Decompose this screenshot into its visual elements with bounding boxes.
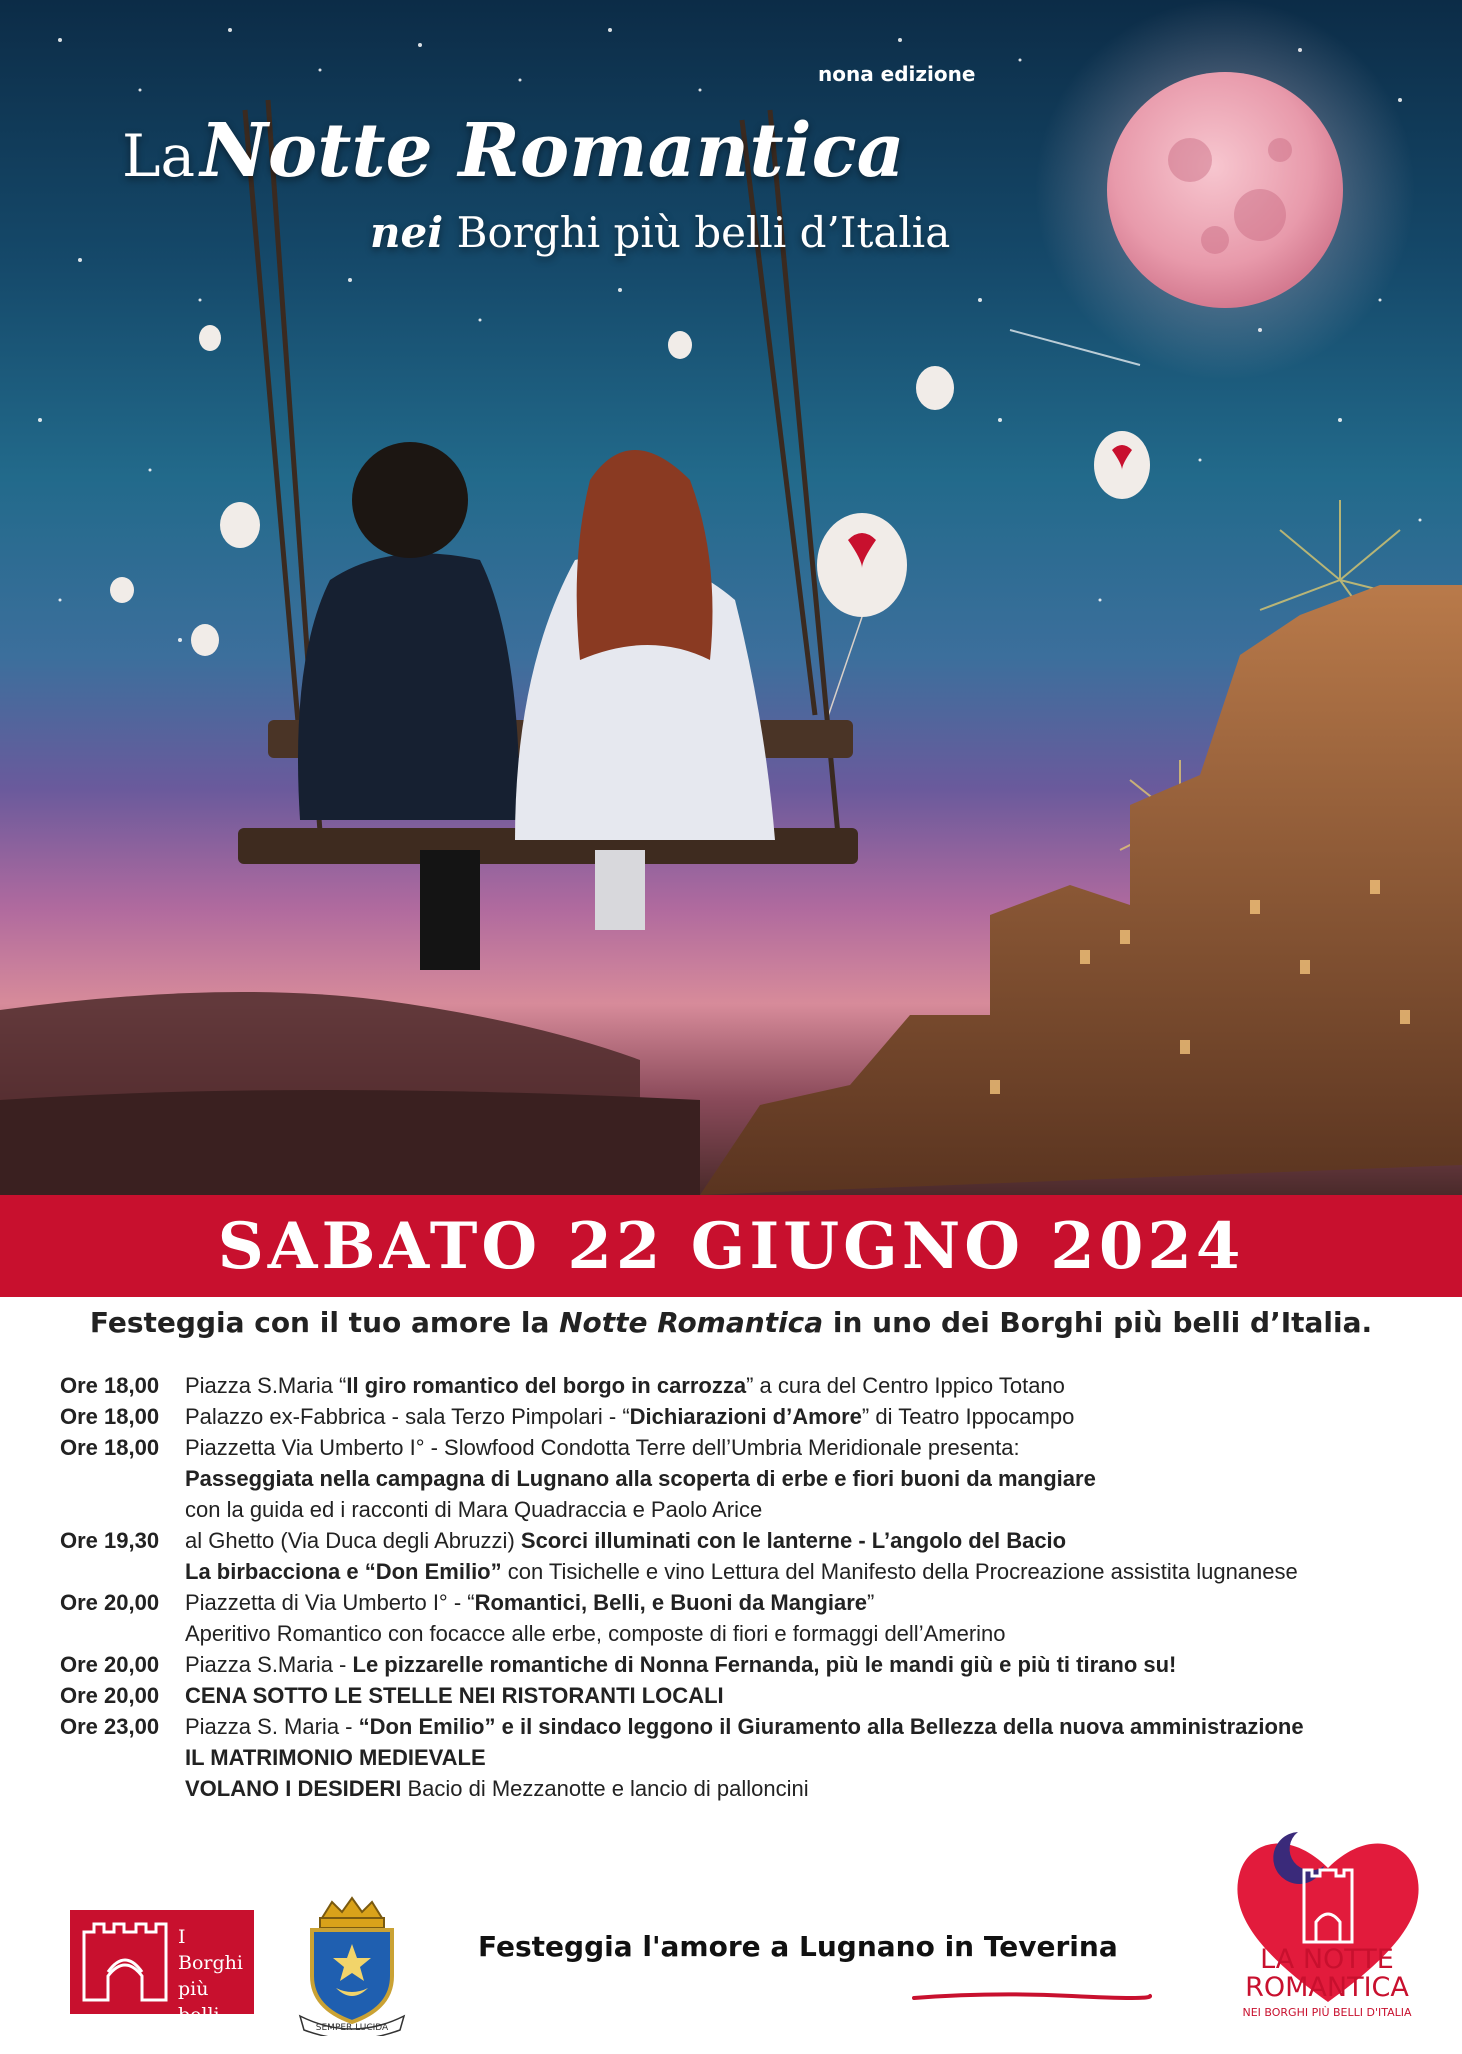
subtitle-prefix: nei (370, 208, 444, 257)
program-text (185, 1556, 1298, 1587)
program-row (60, 1649, 1440, 1680)
program-row (60, 1494, 1440, 1525)
logo-wordmark (1216, 1946, 1438, 2002)
program-text-part: Piazza S.Maria “ (185, 1373, 347, 1398)
program-text-part: al Ghetto (Via Duca degli Abruzzi) (185, 1528, 521, 1553)
intro-before: Festeggia con il tuo amore la (89, 1306, 560, 1339)
program-text-part: Le pizzarelle romantiche di Nonna Fernanda, più le mandi giù e più ti tirano su! (352, 1652, 1177, 1677)
brush-underline (912, 1990, 1152, 2004)
municipal-crest-icon (292, 1896, 412, 2036)
program-time: Ore 19,30 (60, 1528, 160, 1553)
program-text (185, 1494, 762, 1525)
title-prefix: La (122, 122, 196, 190)
program-text-part: Piazza S.Maria - (185, 1652, 353, 1677)
borghi-line-3: d’Italia (178, 2030, 247, 2052)
program-row (60, 1370, 1440, 1401)
intro-line (0, 1306, 1462, 1339)
edition-label: nona edizione (818, 62, 976, 86)
program-time: Ore 20,00 (60, 1590, 160, 1615)
program-text-part: Il giro romantico del borgo in carrozza (346, 1373, 747, 1398)
event-date: SABATO 22 GIUGNO 2024 (217, 1208, 1245, 1284)
logo-line-2: ROMANTICA (1245, 1972, 1409, 2003)
borghi-line-1: I Borghi (178, 1926, 243, 1974)
program-text-part: con la guida ed i racconti di Mara Quadraccia e Paolo Arice (185, 1497, 763, 1522)
program-text-part: Passeggiata nella campagna di Lugnano alla scoperta di erbe e fiori buoni da mangiare (185, 1466, 1096, 1491)
borghi-logo (70, 1910, 254, 2052)
date-banner (0, 1195, 1462, 1297)
program-text (185, 1401, 1074, 1432)
program-text-part: VOLANO I DESIDERI (185, 1776, 402, 1801)
program-text-part: La birbacciona e “Don Emilio” (185, 1559, 502, 1584)
crest-motto: SEMPER LUCIDA (315, 2023, 389, 2033)
intro-emph: Notte Romantica (559, 1306, 824, 1339)
intro-after: in uno dei Borghi più belli d’Italia. (823, 1306, 1373, 1339)
borghi-line-2: più belli (178, 1978, 220, 2026)
program-row (60, 1401, 1440, 1432)
footer-slogan: Festeggia l'amore a Lugnano in Teverina (478, 1930, 1118, 1963)
program-text (185, 1525, 1066, 1556)
program-row (60, 1463, 1440, 1494)
program-row (60, 1587, 1440, 1618)
program-text-part: ” (867, 1590, 875, 1615)
program-text-part: Bacio di Mezzanotte e lancio di palloncini (401, 1776, 809, 1801)
logo-line-1: LA NOTTE (1260, 1944, 1394, 1975)
program-time: Ore 20,00 (60, 1683, 160, 1708)
program-text-part: Aperitivo Romantico con focacce alle erbe, composte di fiori e formaggi dell’Amerino (185, 1621, 1006, 1646)
town (700, 585, 1462, 1195)
program-text-part: Piazzetta Via Umberto I° - Slowfood Condotta Terre dell’Umbria Meridionale presenta: (185, 1435, 1020, 1460)
program-text-part: Dichiarazioni d’Amore (629, 1404, 862, 1429)
program-text-part: ” di Teatro Ippocampo (861, 1404, 1075, 1429)
program-row (60, 1618, 1440, 1649)
castle-icon (80, 1922, 170, 2002)
program-row (60, 1711, 1440, 1742)
program-text-part: IL MATRIMONIO MEDIEVALE (185, 1745, 486, 1770)
program-text-part: Scorci illuminati con le lanterne - L’angolo del Bacio (520, 1528, 1067, 1553)
program-time: Ore 18,00 (60, 1404, 160, 1429)
program-text (185, 1742, 486, 1773)
program-text (185, 1432, 1020, 1463)
program-list (60, 1370, 1440, 1804)
program-row (60, 1773, 1440, 1804)
program-text (185, 1711, 1304, 1742)
program-time: Ore 18,00 (60, 1373, 160, 1398)
program-text (185, 1773, 809, 1804)
program-text-part: con Tisichelle e vino Lettura del Manifesto della Procreazione assistita lugnanese (501, 1559, 1298, 1584)
program-text-part: “Don Emilio” e il sindaco leggono il Giuramento alla Bellezza della nuova amministrazione (358, 1714, 1304, 1739)
moon (1107, 72, 1343, 308)
poster-title (122, 108, 905, 194)
program-text-part: CENA SOTTO LE STELLE NEI RISTORANTI LOCALI (185, 1683, 724, 1708)
program-text (185, 1618, 1006, 1649)
logo-subtitle: NEI BORGHI PIÙ BELLI D'ITALIA (1242, 2006, 1412, 2019)
program-time: Ore 23,00 (60, 1714, 160, 1739)
program-row (60, 1680, 1440, 1711)
program-text (185, 1370, 1065, 1401)
program-text-part: Palazzo ex-Fabbrica - sala Terzo Pimpolari - “ (185, 1404, 630, 1429)
program-text (185, 1649, 1176, 1680)
borghi-text (178, 1924, 254, 2054)
program-row (60, 1525, 1440, 1556)
man-silhouette (298, 442, 520, 970)
poster-subtitle (370, 208, 950, 257)
program-text (185, 1463, 1096, 1494)
program-time: Ore 18,00 (60, 1435, 160, 1460)
program-text (185, 1587, 874, 1618)
program-row (60, 1432, 1440, 1463)
program-text-part: ” a cura del Centro Ippico Totano (746, 1373, 1065, 1398)
program-row (60, 1556, 1440, 1587)
program-text-part: Piazzetta di Via Umberto I° - “ (185, 1590, 475, 1615)
program-text-part: Piazza S. Maria - (185, 1714, 359, 1739)
program-text (185, 1680, 724, 1711)
program-row (60, 1742, 1440, 1773)
title-main: Notte Romantica (200, 108, 905, 194)
program-time: Ore 20,00 (60, 1652, 160, 1677)
program-text-part: Romantici, Belli, e Buoni da Mangiare (474, 1590, 868, 1615)
subtitle-main: Borghi più belli d’Italia (456, 208, 951, 257)
